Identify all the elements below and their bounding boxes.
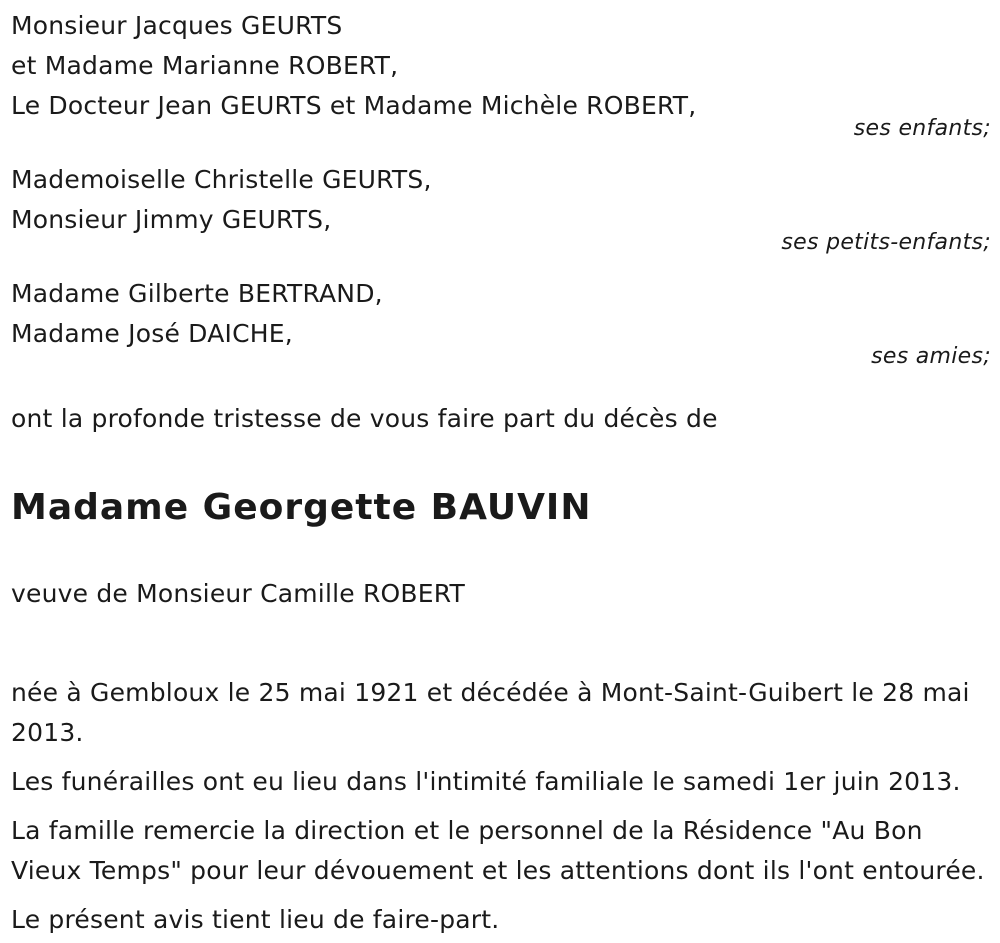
friend-line-1: Madame Gilberte BERTRAND, — [11, 279, 383, 308]
friends-role-label: ses amies; — [871, 344, 991, 369]
children-role-label: ses enfants; — [853, 116, 991, 141]
announcement-text: ont la profonde tristesse de vous faire part du décès de — [11, 404, 718, 433]
thanks-paragraph: La famille remercie la direction et le personnel de la Résidence "Au Bon Vieux Temps" pour leur dévouement et les attentions dont ils l'ont entourée. — [11, 816, 985, 885]
grandchild-line-2: Monsieur Jimmy GEURTS, — [11, 205, 332, 234]
birth-death-paragraph: née à Gembloux le 25 mai 1921 et décédée à Mont-Saint-Guibert le 28 mai 2013. — [11, 678, 970, 747]
children-group — [11, 6, 991, 139]
closing-paragraph: Le présent avis tient lieu de faire-part. — [11, 905, 500, 934]
funeral-paragraph: Les funérailles ont eu lieu dans l'intimité familiale le samedi 1er juin 2013. — [11, 767, 961, 796]
friend-line-2: Madame José DAICHE, — [11, 319, 293, 348]
deceased-name: Madame Georgette BAUVIN — [11, 487, 592, 528]
grandchild-line-1: Mademoiselle Christelle GEURTS, — [11, 165, 432, 194]
widow-of-text: veuve de Monsieur Camille ROBERT — [11, 579, 465, 608]
grandchildren-group — [11, 160, 991, 253]
grandchildren-role-label: ses petits-enfants; — [781, 230, 991, 255]
death-notice — [11, 6, 991, 940]
child-line-2: et Madame Marianne ROBERT, — [11, 51, 399, 80]
friends-group — [11, 274, 991, 367]
child-line-1: Monsieur Jacques GEURTS — [11, 11, 343, 40]
child-line-3: Le Docteur Jean GEURTS et Madame Michèle ROBERT, — [11, 91, 697, 120]
